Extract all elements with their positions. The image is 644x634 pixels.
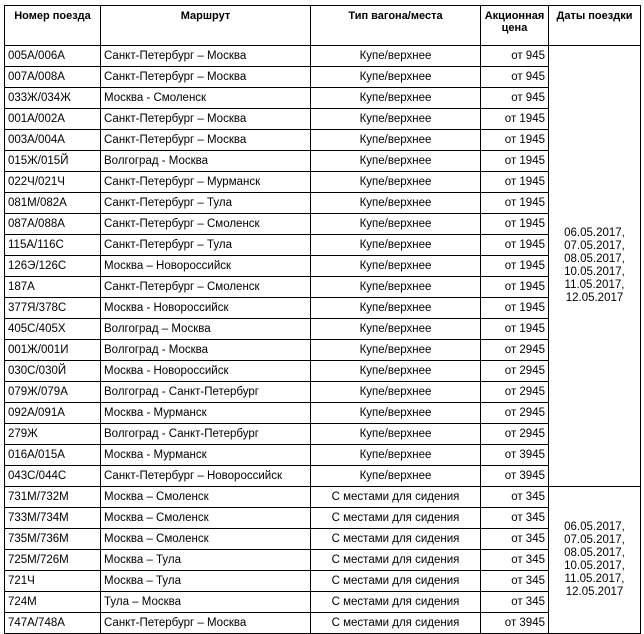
price-cell: от 2945 bbox=[481, 361, 549, 382]
route-cell: Москва - Мурманск bbox=[101, 445, 311, 466]
route-cell: Москва – Смоленск bbox=[101, 529, 311, 550]
train-number-cell: 731М/732М bbox=[5, 487, 101, 508]
price-cell: от 3945 bbox=[481, 445, 549, 466]
table-row bbox=[5, 340, 641, 361]
route-cell: Санкт-Петербург – Москва bbox=[101, 46, 311, 67]
table-row bbox=[5, 67, 641, 88]
table-row bbox=[5, 193, 641, 214]
price-cell: от 1945 bbox=[481, 130, 549, 151]
train-number-cell: 279Ж bbox=[5, 424, 101, 445]
price-cell: от 1945 bbox=[481, 298, 549, 319]
route-cell: Санкт-Петербург – Тула bbox=[101, 235, 311, 256]
table-row bbox=[5, 88, 641, 109]
table-row bbox=[5, 613, 641, 634]
table-row bbox=[5, 445, 641, 466]
train-number-cell: 092А/091А bbox=[5, 403, 101, 424]
price-cell: от 1945 bbox=[481, 277, 549, 298]
car-type-cell: Купе/верхнее bbox=[311, 298, 481, 319]
car-type-cell: Купе/верхнее bbox=[311, 277, 481, 298]
car-type-cell: Купе/верхнее bbox=[311, 340, 481, 361]
car-type-cell: С местами для сидения bbox=[311, 487, 481, 508]
table-row bbox=[5, 235, 641, 256]
price-cell: от 1945 bbox=[481, 151, 549, 172]
car-type-cell: Купе/верхнее bbox=[311, 403, 481, 424]
train-number-cell: 187А bbox=[5, 277, 101, 298]
table-row bbox=[5, 361, 641, 382]
train-number-cell: 725М/726М bbox=[5, 550, 101, 571]
table-row bbox=[5, 508, 641, 529]
header-promo-price: Акционная цена bbox=[481, 6, 549, 46]
route-cell: Волгоград - Москва bbox=[101, 340, 311, 361]
route-cell: Волгоград - Санкт-Петербург bbox=[101, 382, 311, 403]
car-type-cell: Купе/верхнее bbox=[311, 214, 481, 235]
route-cell: Москва – Смоленск bbox=[101, 487, 311, 508]
price-cell: от 345 bbox=[481, 550, 549, 571]
table-body bbox=[5, 46, 641, 634]
price-cell: от 1945 bbox=[481, 172, 549, 193]
train-number-cell: 001А/002А bbox=[5, 109, 101, 130]
route-cell: Санкт-Петербург – Москва bbox=[101, 67, 311, 88]
price-cell: от 945 bbox=[481, 46, 549, 67]
car-type-cell: Купе/верхнее bbox=[311, 130, 481, 151]
header-travel-dates: Даты поездки bbox=[549, 6, 641, 46]
car-type-cell: Купе/верхнее bbox=[311, 151, 481, 172]
train-number-cell: 724М bbox=[5, 592, 101, 613]
price-cell: от 1945 bbox=[481, 256, 549, 277]
route-cell: Санкт-Петербург – Москва bbox=[101, 109, 311, 130]
train-number-cell: 016А/015А bbox=[5, 445, 101, 466]
table-row bbox=[5, 214, 641, 235]
price-cell: от 1945 bbox=[481, 235, 549, 256]
price-cell: от 345 bbox=[481, 508, 549, 529]
car-type-cell: Купе/верхнее bbox=[311, 193, 481, 214]
table-row bbox=[5, 550, 641, 571]
travel-dates-cell bbox=[549, 46, 641, 487]
route-cell: Москва – Тула bbox=[101, 571, 311, 592]
table-row bbox=[5, 151, 641, 172]
table-row bbox=[5, 298, 641, 319]
train-number-cell: 022Ч/021Ч bbox=[5, 172, 101, 193]
route-cell: Волгоград – Москва bbox=[101, 319, 311, 340]
price-cell: от 3945 bbox=[481, 466, 549, 487]
price-cell: от 2945 bbox=[481, 424, 549, 445]
price-cell: от 2945 bbox=[481, 382, 549, 403]
table-row bbox=[5, 466, 641, 487]
price-cell: от 3945 bbox=[481, 613, 549, 634]
travel-dates-text: 06.05.2017, 07.05.2017, 08.05.2017, 10.05.2017, 11.05.2017, 12.05.2017 bbox=[564, 227, 625, 304]
price-cell: от 1945 bbox=[481, 214, 549, 235]
car-type-cell: С местами для сидения bbox=[311, 592, 481, 613]
train-number-cell: 735М/736М bbox=[5, 529, 101, 550]
table-row bbox=[5, 592, 641, 613]
train-number-cell: 733М/734М bbox=[5, 508, 101, 529]
train-number-cell: 030С/030Й bbox=[5, 361, 101, 382]
route-cell: Москва - Смоленск bbox=[101, 88, 311, 109]
route-cell: Москва - Мурманск bbox=[101, 403, 311, 424]
price-cell: от 1945 bbox=[481, 319, 549, 340]
route-cell: Москва – Смоленск bbox=[101, 508, 311, 529]
train-number-cell: 043С/044С bbox=[5, 466, 101, 487]
route-cell: Тула – Москва bbox=[101, 592, 311, 613]
table-row bbox=[5, 571, 641, 592]
car-type-cell: Купе/верхнее bbox=[311, 67, 481, 88]
car-type-cell: Купе/верхнее bbox=[311, 256, 481, 277]
car-type-cell: С местами для сидения bbox=[311, 508, 481, 529]
car-type-cell: Купе/верхнее bbox=[311, 382, 481, 403]
price-cell: от 1945 bbox=[481, 193, 549, 214]
car-type-cell: Купе/верхнее bbox=[311, 46, 481, 67]
header-car-type: Тип вагона/места bbox=[311, 6, 481, 46]
price-cell: от 945 bbox=[481, 67, 549, 88]
train-number-cell: 115А/116С bbox=[5, 235, 101, 256]
train-number-cell: 087А/088А bbox=[5, 214, 101, 235]
price-cell: от 2945 bbox=[481, 403, 549, 424]
car-type-cell: Купе/верхнее bbox=[311, 235, 481, 256]
table-row bbox=[5, 172, 641, 193]
route-cell: Москва – Новороссийск bbox=[101, 256, 311, 277]
travel-dates-cell bbox=[549, 487, 641, 634]
route-cell: Санкт-Петербург – Смоленск bbox=[101, 277, 311, 298]
train-number-cell: 405С/405Х bbox=[5, 319, 101, 340]
car-type-cell: С местами для сидения bbox=[311, 550, 481, 571]
price-cell: от 345 bbox=[481, 529, 549, 550]
price-cell: от 945 bbox=[481, 88, 549, 109]
route-cell: Санкт-Петербург – Смоленск bbox=[101, 214, 311, 235]
car-type-cell: С местами для сидения bbox=[311, 529, 481, 550]
train-fares-table bbox=[4, 5, 641, 634]
route-cell: Волгоград - Санкт-Петербург bbox=[101, 424, 311, 445]
price-cell: от 345 bbox=[481, 571, 549, 592]
header-row bbox=[5, 6, 641, 46]
car-type-cell: С местами для сидения bbox=[311, 571, 481, 592]
header-train-number: Номер поезда bbox=[5, 6, 101, 46]
table-row bbox=[5, 319, 641, 340]
car-type-cell: Купе/верхнее bbox=[311, 109, 481, 130]
car-type-cell: С местами для сидения bbox=[311, 613, 481, 634]
table-row bbox=[5, 424, 641, 445]
route-cell: Санкт-Петербург – Новороссийск bbox=[101, 466, 311, 487]
train-number-cell: 033Ж/034Ж bbox=[5, 88, 101, 109]
route-cell: Санкт-Петербург – Москва bbox=[101, 130, 311, 151]
table-row bbox=[5, 529, 641, 550]
train-number-cell: 007А/008А bbox=[5, 67, 101, 88]
price-cell: от 345 bbox=[481, 592, 549, 613]
route-cell: Москва – Тула bbox=[101, 550, 311, 571]
route-cell: Волгоград - Москва bbox=[101, 151, 311, 172]
train-number-cell: 001Ж/001И bbox=[5, 340, 101, 361]
route-cell: Санкт-Петербург – Мурманск bbox=[101, 172, 311, 193]
table-row bbox=[5, 487, 641, 508]
route-cell: Санкт-Петербург – Москва bbox=[101, 613, 311, 634]
train-number-cell: 003А/004А bbox=[5, 130, 101, 151]
car-type-cell: Купе/верхнее bbox=[311, 172, 481, 193]
table-row bbox=[5, 130, 641, 151]
table-row bbox=[5, 109, 641, 130]
route-cell: Санкт-Петербург – Тула bbox=[101, 193, 311, 214]
table-row bbox=[5, 382, 641, 403]
header-route: Маршрут bbox=[101, 6, 311, 46]
travel-dates-text: 06.05.2017, 07.05.2017, 08.05.2017, 10.05.2017, 11.05.2017, 12.05.2017 bbox=[564, 521, 625, 598]
car-type-cell: Купе/верхнее bbox=[311, 466, 481, 487]
table-row bbox=[5, 403, 641, 424]
car-type-cell: Купе/верхнее bbox=[311, 445, 481, 466]
train-number-cell: 079Ж/079А bbox=[5, 382, 101, 403]
train-number-cell: 747А/748А bbox=[5, 613, 101, 634]
train-number-cell: 015Ж/015Й bbox=[5, 151, 101, 172]
table-row bbox=[5, 277, 641, 298]
price-cell: от 345 bbox=[481, 487, 549, 508]
train-number-cell: 126Э/126С bbox=[5, 256, 101, 277]
train-number-cell: 081М/082А bbox=[5, 193, 101, 214]
car-type-cell: Купе/верхнее bbox=[311, 88, 481, 109]
route-cell: Москва - Новороссийск bbox=[101, 361, 311, 382]
table-row bbox=[5, 46, 641, 67]
train-number-cell: 377Я/378С bbox=[5, 298, 101, 319]
car-type-cell: Купе/верхнее bbox=[311, 319, 481, 340]
price-cell: от 1945 bbox=[481, 109, 549, 130]
car-type-cell: Купе/верхнее bbox=[311, 424, 481, 445]
train-number-cell: 721Ч bbox=[5, 571, 101, 592]
car-type-cell: Купе/верхнее bbox=[311, 361, 481, 382]
table-row bbox=[5, 256, 641, 277]
price-cell: от 2945 bbox=[481, 340, 549, 361]
train-number-cell: 005А/006А bbox=[5, 46, 101, 67]
route-cell: Москва - Новороссийск bbox=[101, 298, 311, 319]
